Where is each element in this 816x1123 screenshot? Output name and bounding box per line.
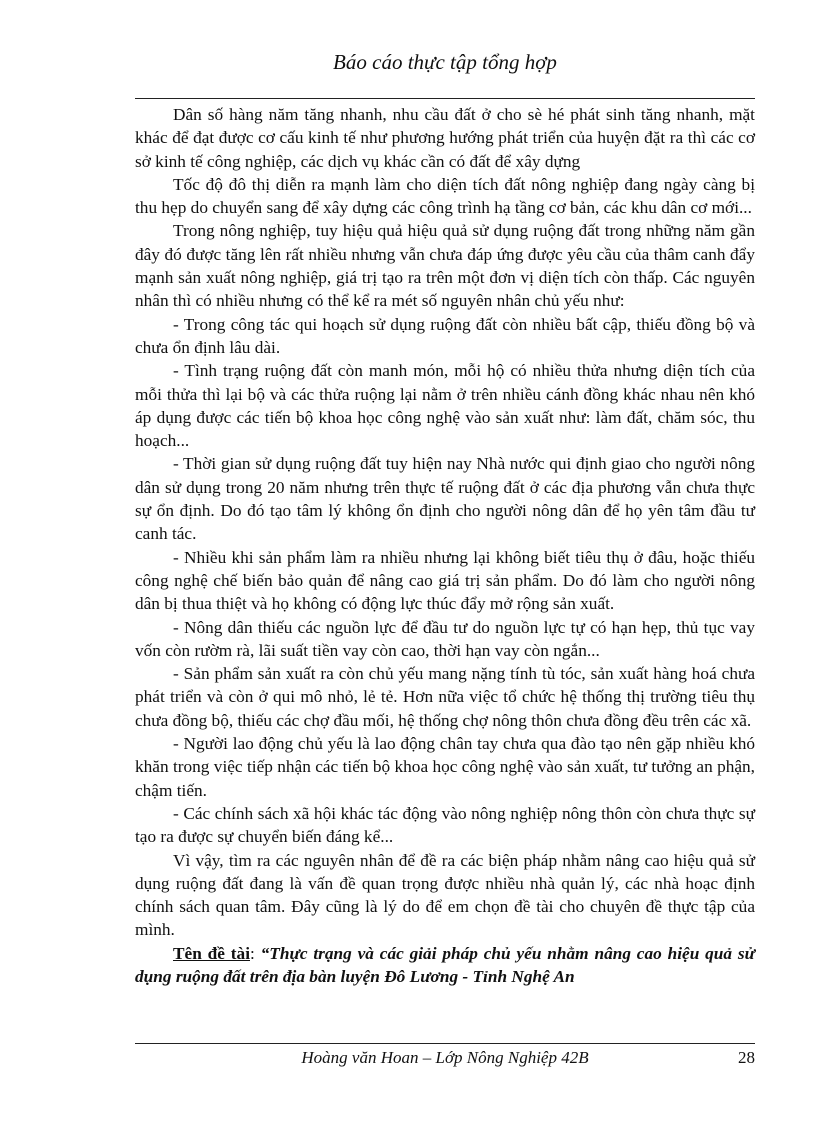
footer-rule [135,1043,755,1044]
paragraph-agriculture-efficiency: Trong nông nghiệp, tuy hiệu quả hiệu quả sử dụng ruộng đất trong những năm gần đây đó được tăng lên rất nhiều nhưng vẫn chưa đáp ứng được yêu cầu của thâm canh đẩy mạnh sản xuất nông nghiệp, giá trị tạo ra trên một đơn vị diện tích còn thấp. Các nguyên nhân thì có nhiều nhưng có thể kể ra mét số nguyên nhân chủ yếu như: [135,221,755,311]
paragraph-cause-resources: - Nông dân thiếu các nguồn lực để đầu tư do nguồn lực tự có hạn hẹp, thủ tục vay vốn còn rườm rà, lãi suất tiền vay còn cao, thời hạn vay còn ngắn... [135,617,755,660]
page-number: 28 [738,1048,755,1067]
paragraph-population: Dân số hàng năm tăng nhanh, nhu cầu đất ở cho sè hé phát sinh tăng nhanh, mặt khác để đạt được cơ cấu kinh tế như phương hướng phát triển của huyện đặt ra thì các cơ sở kinh tế công nghiệp, các dịch vụ khác cần có đất để xây dựng [135,105,755,171]
paragraph-urbanization: Tốc độ đô thị diễn ra mạnh làm cho diện tích đất nông nghiệp đang ngày càng bị thu hẹp do chuyển sang để xây dựng các công trình hạ tầng cơ bản, các khu dân cơ mới... [135,174,755,218]
paragraph-cause-policy: - Các chính sách xã hội khác tác động vào nông nghiệp nông thôn còn chưa thực sự tạo ra được sự chuyển biến đáng kể... [135,803,755,847]
topic-title: “Thực trạng và các giải pháp chủ yếu nhằm nâng cao hiệu quả sử dụng ruộng đất trên địa bàn luyện Đô Lương - Tỉnh Nghệ An [135,943,755,986]
paragraph-cause-production: - Sản phẩm sản xuất ra còn chủ yếu mang nặng tính tù tóc, sản xuất hàng hoá chưa phát triển và còn ở qui mô nhỏ, lẻ tẻ. Hơn nữa việc tổ chức hệ thống thị trường tiêu thụ chưa đồng bộ, thiếu các chợ đầu mối, hệ thống chợ nông thôn chưa đồng đều trên các xã. [135,664,755,730]
topic-separator: : [250,943,261,963]
paragraph-conclusion: Vì vậy, tìm ra các nguyên nhân để đề ra các biện pháp nhằm nâng cao hiệu quả sử dụng ruộng đất đang là vấn đề quan trọng được nhiều nhà quản lý, các nhà hoạc định chính sách quan tâm. Đây cũng là lý do để em chọn đề tài cho chuyên đề thực tập của mình. [135,850,755,940]
topic-label: Tên đề tài [173,943,250,963]
paragraph-cause-planning: - Trong công tác qui hoạch sử dụng ruộng đất còn nhiều bất cập, thiếu đồng bộ và chưa ổn định lâu dài. [135,314,755,357]
paragraph-cause-fragmentation: - Tình trạng ruộng đất còn manh món, mỗi hộ có nhiều thửa nhưng diện tích của mỗi thửa thì lại bộ và các thửa ruộng lại nằm ở trên nhiều cánh đồng khác nhau nên khó áp dụng được các tiến bộ khoa học công nghệ vào sản xuất như: làm đất, chăm sóc, thu hoạch... [135,361,755,451]
paragraph-cause-labor: - Người lao động chủ yếu là lao động chân tay chưa qua đào tạo nên gặp nhiều khó khăn trong việc tiếp nhận các tiến bộ khoa học công nghệ vào sản xuất, tư tưởng an phận, chậm tiến. [135,734,755,800]
paragraph-cause-land-tenure: - Thời gian sử dụng ruộng đất tuy hiện nay Nhà nước qui định giao cho người nông dân sử dụng trong 20 năm nhưng trên thực tế ruộng đất ở các địa phương vẫn chưa thực sự ổn định. Do đó tạo tâm lý không ổn định cho người nông dân để họ yên tâm đầu tư canh tác. [135,454,755,544]
document-body [135,103,755,988]
header-rule [135,98,755,99]
paragraph-cause-consumption: - Nhiều khi sản phẩm làm ra nhiều nhưng lại không biết tiêu thụ ở đâu, hoặc thiếu công nghệ chế biến bảo quản để nâng cao giá trị sản phẩm. Do đó làm cho người nông dân bị thua thiệt và họ không có động lực thúc đẩy mở rộng sản xuất. [135,547,755,614]
topic-line [135,942,755,989]
footer-author: Hoàng văn Hoan – Lớp Nông Nghiệp 42B [301,1048,589,1067]
page-header-title: Báo cáo thực tập tổng hợp [333,50,557,74]
